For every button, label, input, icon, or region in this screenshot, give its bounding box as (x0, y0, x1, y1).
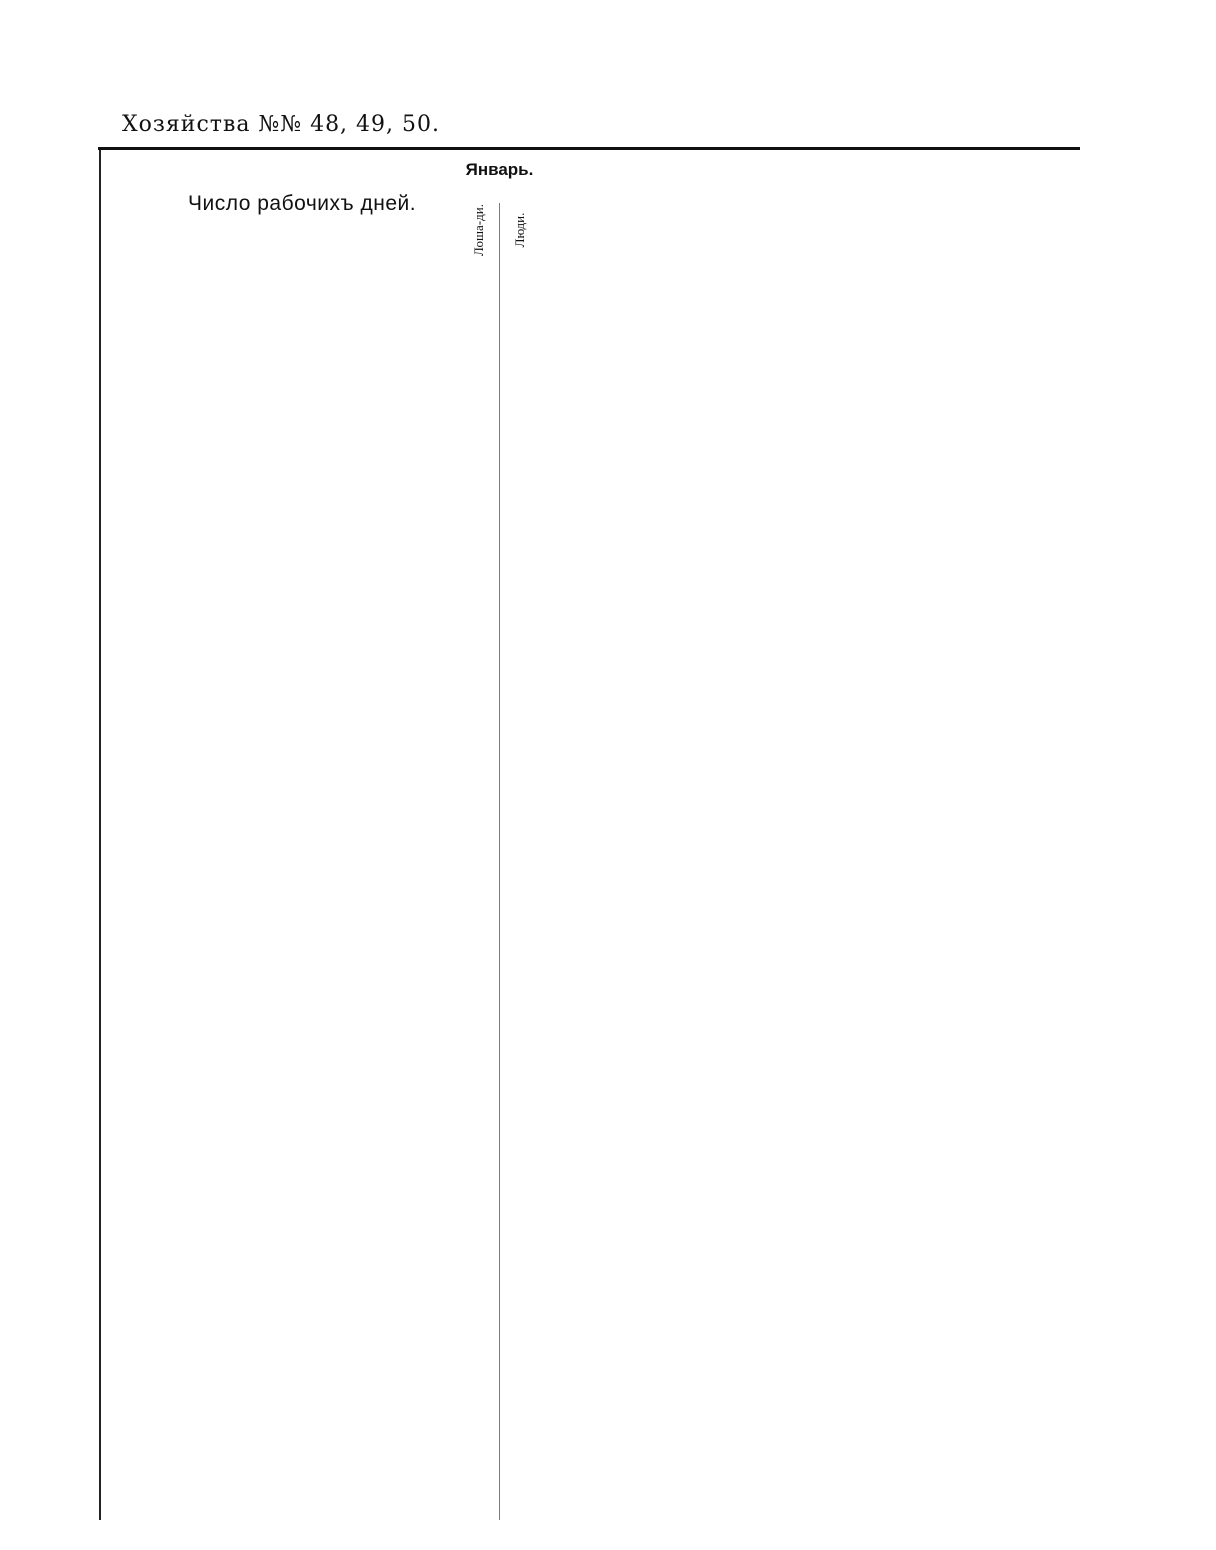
table-caption: Число рабочихъ дней. (188, 192, 417, 215)
column-subheader: Люди. (512, 212, 528, 248)
page-title: Хозяйства №№ 48, 49, 50. (122, 112, 441, 137)
month-header: Январь. (465, 160, 534, 179)
column-subheader: Лоша-ди. (470, 204, 486, 256)
top-rule (98, 147, 1080, 150)
